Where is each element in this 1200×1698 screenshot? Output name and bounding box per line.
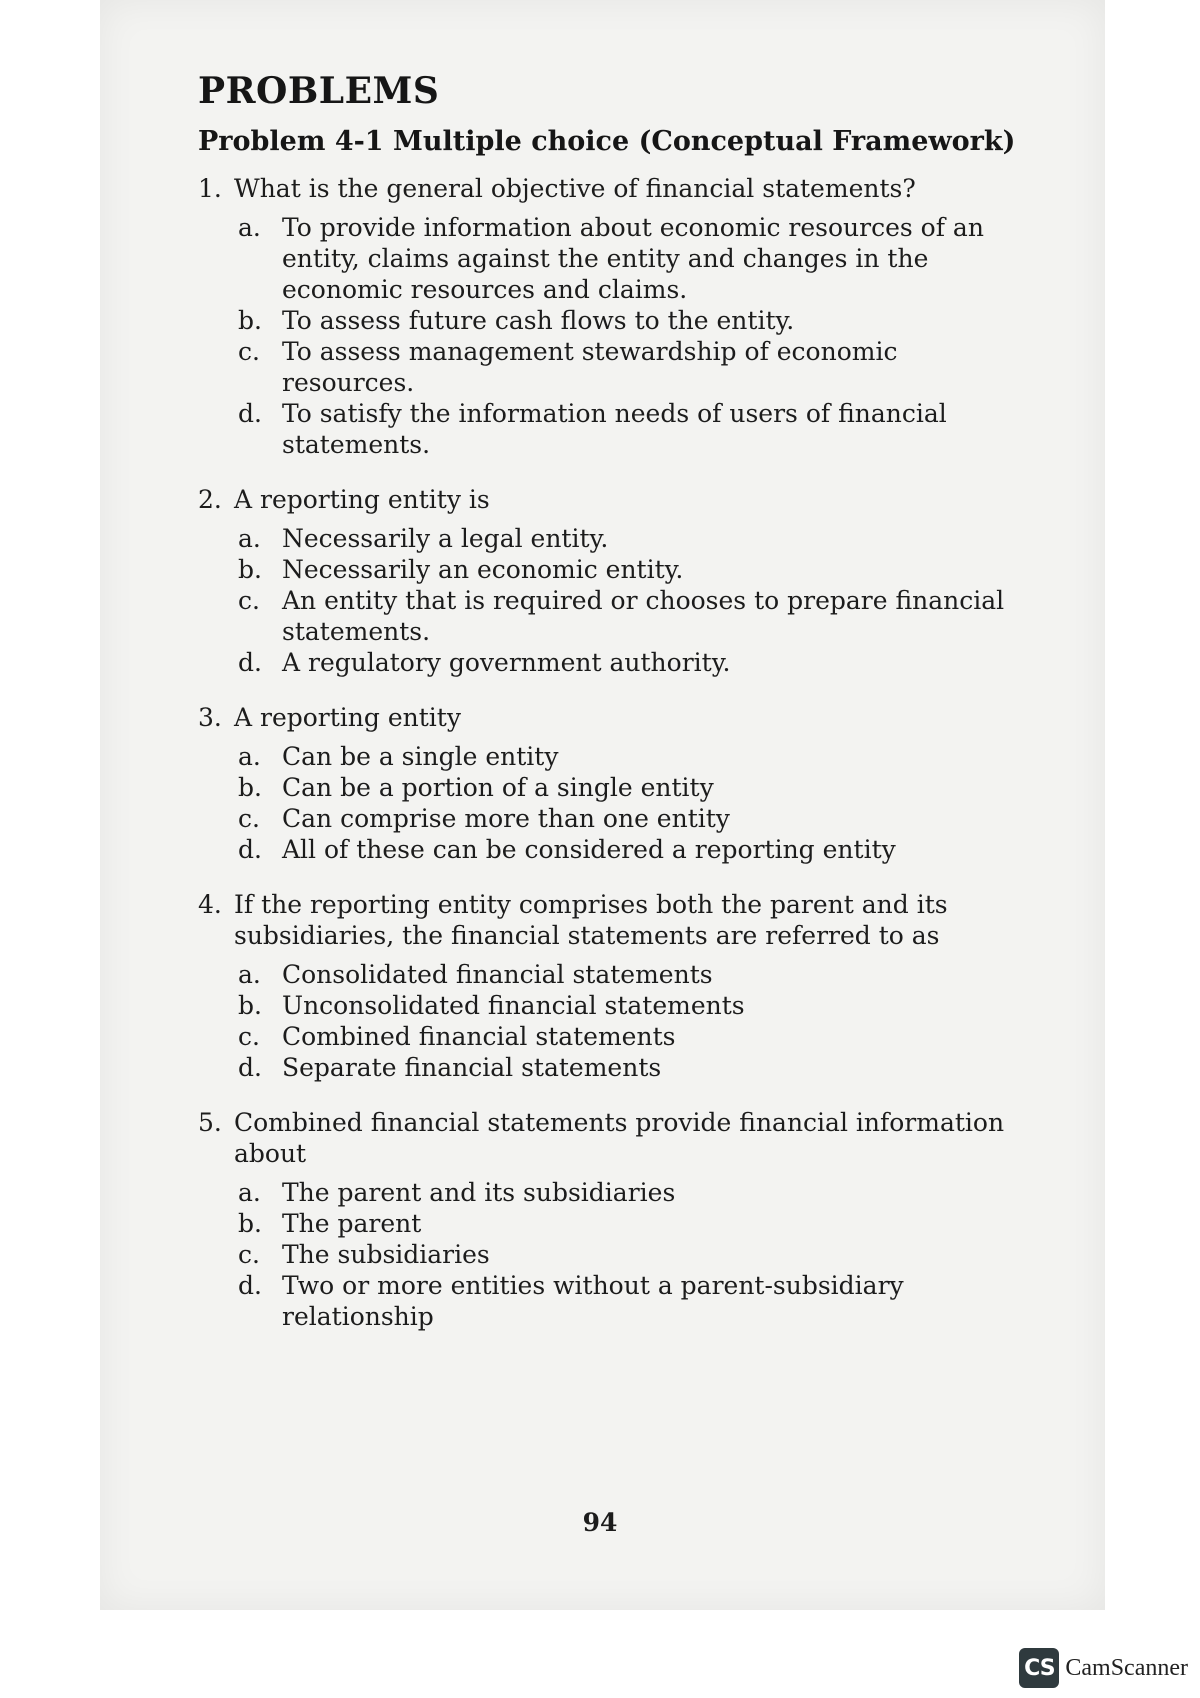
question-stem [198, 702, 1018, 733]
choice-a [238, 1177, 1018, 1208]
problem-heading: Problem 4-1 Multiple choice (Conceptual Framework) [198, 126, 1016, 157]
question-1 [198, 173, 1018, 460]
choice-letter: b. [238, 991, 262, 1020]
choice-d [238, 1270, 1018, 1332]
question-stem [198, 889, 1018, 951]
choice-list [198, 741, 1018, 865]
camscanner-logo-icon: CS [1019, 1648, 1059, 1688]
choice-letter: b. [238, 306, 262, 335]
choice-letter: a. [238, 213, 261, 242]
choice-letter: a. [238, 1178, 261, 1207]
question-number: 2. [198, 485, 222, 514]
choice-c [238, 336, 1018, 398]
question-text: What is the general objective of financial statements? [234, 174, 916, 203]
question-2 [198, 484, 1018, 678]
choice-letter: a. [238, 960, 261, 989]
choice-letter: b. [238, 773, 262, 802]
choice-text: The parent [282, 1209, 422, 1238]
question-text: Combined financial statements provide financial information about [234, 1108, 1005, 1168]
question-number: 4. [198, 890, 222, 919]
choice-letter: c. [238, 1022, 260, 1051]
choice-letter: b. [238, 1209, 262, 1238]
question-text: If the reporting entity comprises both the parent and its subsidiaries, the financial statements are referred to as [234, 890, 948, 950]
choice-text: Unconsolidated financial statements [282, 991, 745, 1020]
choice-d [238, 834, 1018, 865]
choice-text: All of these can be considered a reporting entity [282, 835, 896, 864]
choice-text: To provide information about economic resources of an entity, claims against the entity and changes in the economic resources and claims. [282, 213, 984, 304]
choice-text: Necessarily a legal entity. [282, 524, 609, 553]
choice-text: Can be a portion of a single entity [282, 773, 714, 802]
choice-letter: c. [238, 586, 260, 615]
choice-d [238, 398, 1018, 460]
choice-text: The parent and its subsidiaries [282, 1178, 676, 1207]
choice-a [238, 523, 1018, 554]
choice-list [198, 212, 1018, 460]
choice-letter: a. [238, 742, 261, 771]
choice-d [238, 1052, 1018, 1083]
choice-text: To satisfy the information needs of users of financial statements. [282, 399, 947, 459]
choice-letter: d. [238, 1271, 262, 1300]
question-stem [198, 173, 1018, 204]
choice-a [238, 959, 1018, 990]
choice-letter: d. [238, 399, 262, 428]
choice-text: An entity that is required or chooses to prepare financial statements. [282, 586, 1005, 646]
choice-b [238, 990, 1018, 1021]
choice-c [238, 803, 1018, 834]
choice-text: The subsidiaries [282, 1240, 490, 1269]
page-number: 94 [582, 1508, 618, 1537]
choice-text: Separate financial statements [282, 1053, 662, 1082]
question-stem [198, 1107, 1018, 1169]
choice-letter: c. [238, 337, 260, 366]
camscanner-watermark [1019, 1648, 1188, 1688]
question-number: 1. [198, 174, 222, 203]
choice-c [238, 585, 1018, 647]
page-content [198, 70, 1018, 1356]
choice-text: Consolidated financial statements [282, 960, 713, 989]
choice-b [238, 554, 1018, 585]
question-5 [198, 1107, 1018, 1332]
question-number: 5. [198, 1108, 222, 1137]
choice-b [238, 305, 1018, 336]
question-text: A reporting entity [234, 703, 461, 732]
choice-a [238, 741, 1018, 772]
choice-text: A regulatory government authority. [282, 648, 731, 677]
choice-list [198, 523, 1018, 678]
section-title: PROBLEMS [198, 70, 440, 112]
question-3 [198, 702, 1018, 865]
choice-text: To assess management stewardship of economic resources. [282, 337, 898, 397]
choice-a [238, 212, 1018, 305]
choice-text: Can comprise more than one entity [282, 804, 730, 833]
question-number: 3. [198, 703, 222, 732]
choice-letter: a. [238, 524, 261, 553]
camscanner-name: CamScanner [1065, 1654, 1188, 1681]
question-list [198, 173, 1018, 1332]
choice-text: To assess future cash flows to the entity. [282, 306, 795, 335]
question-text: A reporting entity is [234, 485, 490, 514]
choice-text: Two or more entities without a parent-subsidiary relationship [282, 1271, 904, 1331]
choice-text: Necessarily an economic entity. [282, 555, 684, 584]
choice-b [238, 772, 1018, 803]
choice-c [238, 1021, 1018, 1052]
question-4 [198, 889, 1018, 1083]
choice-list [198, 959, 1018, 1083]
choice-b [238, 1208, 1018, 1239]
choice-letter: c. [238, 804, 260, 833]
choice-c [238, 1239, 1018, 1270]
choice-letter: d. [238, 835, 262, 864]
choice-d [238, 647, 1018, 678]
question-stem [198, 484, 1018, 515]
choice-text: Combined financial statements [282, 1022, 676, 1051]
choice-list [198, 1177, 1018, 1332]
choice-letter: c. [238, 1240, 260, 1269]
choice-letter: d. [238, 648, 262, 677]
choice-letter: d. [238, 1053, 262, 1082]
choice-letter: b. [238, 555, 262, 584]
choice-text: Can be a single entity [282, 742, 559, 771]
